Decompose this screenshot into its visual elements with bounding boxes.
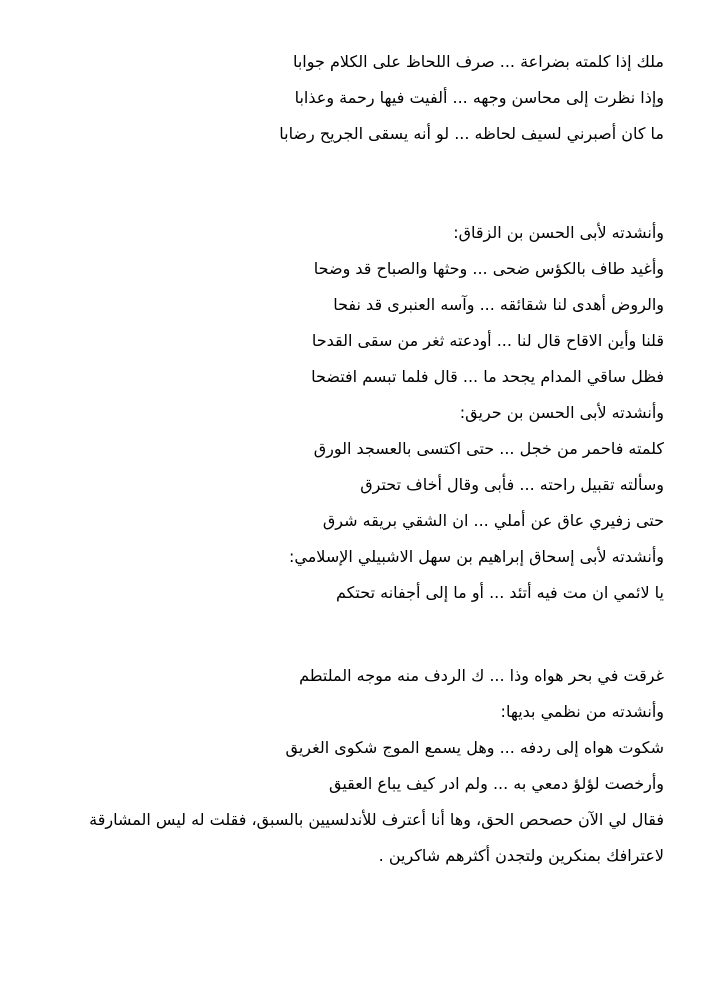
- poem-line: قلنا وأين الاقاح قال لنا ... أودعته ثغر من سقى القدحا: [311, 331, 664, 350]
- attribution-line: وأنشدته لأبى الحسن بن حريق:: [459, 403, 664, 422]
- poem-block-1: [44, 44, 664, 152]
- poem-line: حتى زفيري عاق عن أملي ... ان الشقي بريقه شرق: [322, 511, 664, 530]
- poem-line: والروض أهدى لنا شقائقه ... وآسه العنبرى قد نفحا: [333, 295, 664, 314]
- poem-line: وأرخصت لؤلؤ دمعي به ... ولم ادر كيف يباع العقيق: [328, 774, 664, 793]
- poem-line: شكوت هواه إلى ردفه ... وهل يسمع الموج شكوى الغريق: [285, 738, 664, 757]
- attribution-line: وأنشدته لأبى إسحاق إبراهيم بن سهل الاشبيلي الإسلامي:: [288, 547, 664, 566]
- poem-line: وأغيد طاف بالكؤس ضحى ... وحثها والصباح قد وضحا: [313, 259, 664, 278]
- poem-line: يا لائمي ان مت فيه أتئد ... أو ما إلى أجفانه تحتكم: [335, 583, 664, 602]
- poem-line: وسألته تقبيل راحته ... فأبى وقال أخاف تحترق: [360, 475, 664, 494]
- poem-block-2: [44, 215, 664, 611]
- poem-line: فظل ساقي المدام يجحد ما ... قال فلما تبسم افتضحا: [311, 367, 664, 386]
- poem-line: غرقت في بحر هواه وذا ... ك الردف منه موجه الملتطم: [299, 666, 664, 685]
- poem-line: وإذا نظرت إلى محاسن وجهه ... ألفيت فيها رحمة وعذابا: [294, 88, 664, 107]
- poem-line: كلمته فاحمر من خجل ... حتى اكتسى بالعسجد الورق: [313, 439, 664, 458]
- attribution-line: وأنشدته لأبى الحسن بن الزقاق:: [453, 223, 664, 242]
- poem-block-3: [44, 658, 664, 874]
- attribution-line: وأنشدته من نظمي بديها:: [500, 702, 664, 721]
- poem-line: ملك إذا كلمته بضراعة ... صرف اللحاظ على الكلام جوابا: [292, 52, 664, 71]
- poem-line: ما كان أصبرني لسيف لحاظه ... لو أنه يسقى الجريح رضابا: [279, 124, 664, 143]
- prose-paragraph: فقال لي الآن حصحص الحق، وها أنا أعترف للأندلسيين بالسبق، فقلت له ليس المشارقة لاعترافك بمنكرين ولتجدن أكثرهم شاكرين .: [89, 810, 664, 865]
